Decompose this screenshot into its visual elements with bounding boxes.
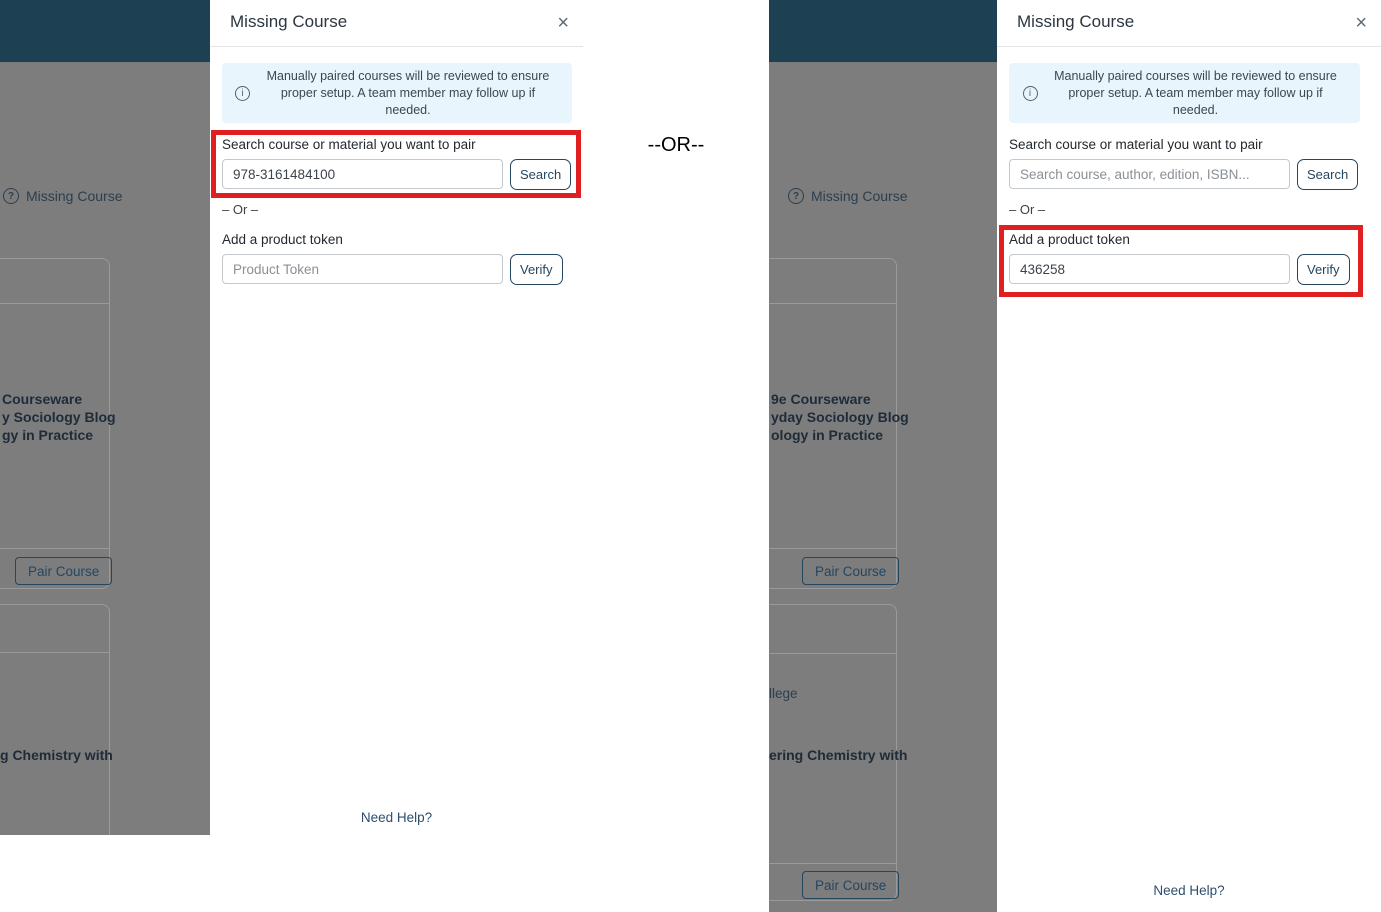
card-footer-divider [0, 548, 110, 549]
search-course-input[interactable] [1009, 159, 1290, 189]
course-card-title-line: y Sociology Blog [2, 409, 116, 425]
missing-course-drawer [210, 0, 583, 835]
course-card-title-line: Courseware [2, 391, 83, 407]
info-icon: i [235, 86, 250, 101]
product-token-label: Add a product token [1009, 232, 1130, 247]
info-icon: i [1023, 86, 1038, 101]
course-card-title [769, 746, 907, 764]
product-token-label: Add a product token [222, 232, 343, 247]
product-token-input[interactable] [1009, 254, 1290, 284]
card-divider [0, 652, 110, 653]
missing-course-link-label: Missing Course [811, 188, 908, 204]
verify-button[interactable]: Verify [1297, 254, 1350, 285]
card-divider [0, 303, 110, 304]
card-footer-divider [769, 863, 897, 864]
course-card-title [0, 746, 113, 764]
card-divider [769, 653, 897, 654]
missing-course-link[interactable] [3, 188, 122, 204]
search-course-label: Search course or material you want to pair [222, 137, 476, 152]
info-alert-text: Manually paired courses will be reviewed to ensure proper setup. A team member may follow up if needed. [1054, 68, 1337, 117]
pair-course-button[interactable]: Pair Course [802, 557, 899, 585]
search-button[interactable]: Search [510, 159, 571, 190]
course-card-subtitle: llege [769, 686, 798, 701]
close-icon[interactable]: × [1350, 8, 1372, 38]
top-nav-bar [769, 0, 997, 62]
course-card-title-line: ology in Practice [771, 427, 884, 443]
course-card-title-line: 9e Courseware [771, 391, 871, 407]
missing-course-link-label: Missing Course [26, 188, 123, 204]
search-button[interactable]: Search [1297, 159, 1358, 190]
verify-button[interactable]: Verify [510, 254, 563, 285]
need-help-link[interactable]: Need Help? [1153, 883, 1225, 898]
course-card-title-line: ering Chemistry with [769, 747, 908, 763]
missing-course-link[interactable] [788, 188, 907, 204]
need-help-link[interactable]: Need Help? [360, 810, 433, 825]
product-token-input[interactable] [222, 254, 503, 284]
drawer-title: Missing Course [1017, 12, 1135, 31]
left-screenshot-fragment [0, 0, 583, 835]
or-divider: – Or – [222, 202, 259, 217]
help-circle-icon: ? [788, 188, 804, 204]
card-divider [769, 303, 897, 304]
info-alert-text: Manually paired courses will be reviewed to ensure proper setup. A team member may follow up if needed. [266, 68, 550, 117]
top-nav-bar [0, 0, 210, 62]
drawer-title: Missing Course [230, 12, 348, 31]
course-card-title [771, 390, 909, 444]
close-icon[interactable]: × [552, 8, 574, 38]
info-alert [1009, 63, 1360, 123]
course-card-title-line: gy in Practice [2, 427, 94, 443]
or-separator-label: --OR-- [647, 134, 705, 156]
right-screenshot-fragment [769, 0, 1381, 912]
course-card-title-line: yday Sociology Blog [771, 409, 909, 425]
help-circle-icon: ? [3, 188, 19, 204]
or-divider: – Or – [1009, 202, 1046, 217]
pair-course-button[interactable]: Pair Course [15, 557, 112, 585]
missing-course-drawer [997, 0, 1381, 912]
course-card-title-line: g Chemistry with [0, 747, 113, 763]
drawer-header [997, 0, 1381, 47]
pair-course-button[interactable]: Pair Course [802, 871, 899, 899]
course-card-title [2, 390, 116, 444]
info-alert [222, 63, 572, 123]
search-course-label: Search course or material you want to pair [1009, 137, 1263, 152]
drawer-header [210, 0, 583, 47]
card-footer-divider [769, 548, 897, 549]
search-course-input[interactable] [222, 159, 503, 189]
course-card [0, 604, 110, 835]
